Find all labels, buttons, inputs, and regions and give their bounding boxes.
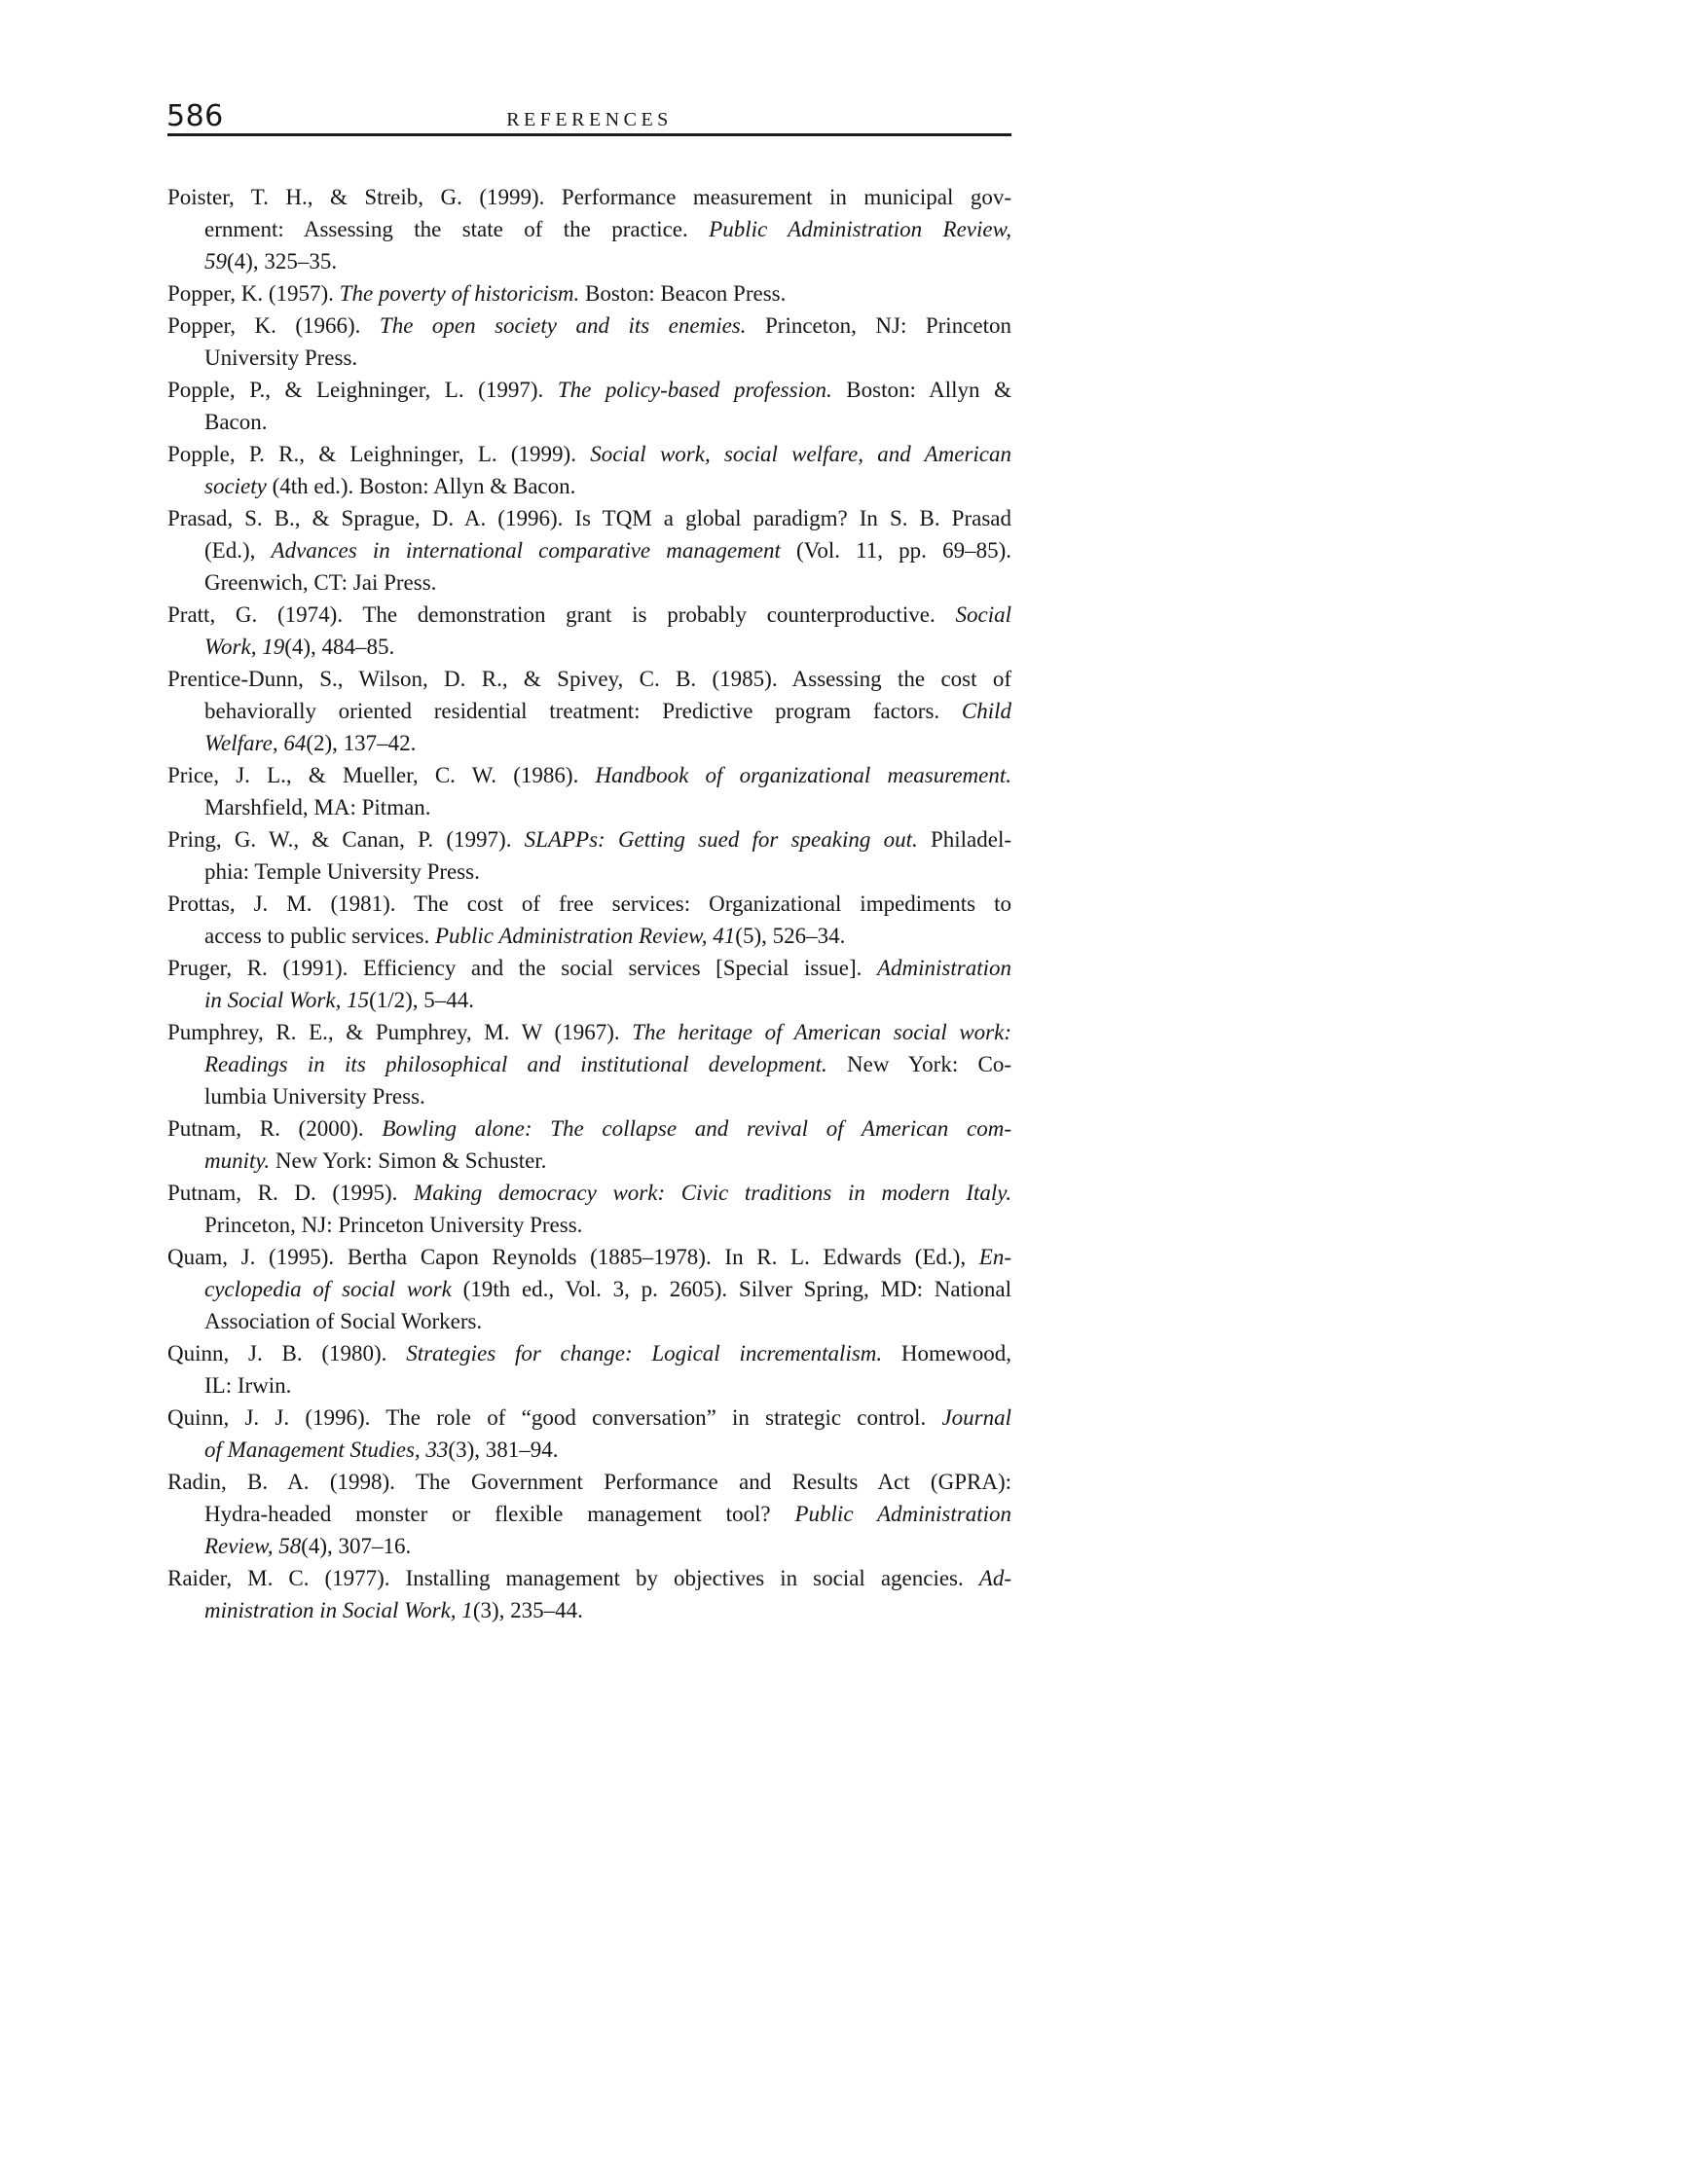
reference-line <box>167 245 1011 277</box>
reference-line <box>167 1498 1011 1530</box>
reference-text: access to public services. <box>204 924 435 948</box>
reference-text: (4), 484–85. <box>284 635 395 659</box>
reference-line <box>167 309 1011 342</box>
reference-entry <box>167 823 1011 888</box>
reference-line <box>167 727 1011 759</box>
reference-entry <box>167 277 1011 309</box>
reference-line <box>167 1305 1011 1337</box>
reference-entry <box>167 1466 1011 1562</box>
reference-text: (Vol. 11, pp. 69–85). <box>780 538 1012 563</box>
reference-line <box>167 952 1011 984</box>
reference-line <box>167 1594 1011 1626</box>
reference-italic-text: The policy-based profession. <box>557 378 832 402</box>
reference-italic-text: Making democracy work: Civic traditions in modern Italy. <box>414 1181 1011 1205</box>
reference-line <box>167 566 1011 599</box>
reference-text: phia: Temple University Press. <box>204 859 480 884</box>
reference-italic-text: Administration <box>876 956 1011 980</box>
references-list <box>167 181 1011 1626</box>
reference-line <box>167 438 1011 470</box>
reference-italic-text: Bowling alone: The collapse and revival of American com- <box>382 1116 1011 1141</box>
reference-italic-text: munity. <box>204 1148 271 1173</box>
reference-text: (4), 325–35. <box>227 249 338 273</box>
reference-italic-text: En- <box>978 1245 1011 1269</box>
reference-text: Radin, B. A. (1998). The Government Performance and Results Act (GPRA): <box>167 1470 1011 1494</box>
page-number: 586 <box>166 99 224 133</box>
reference-italic-text: Journal <box>941 1405 1011 1430</box>
reference-italic-text: in Social Work, 15 <box>204 988 370 1012</box>
reference-italic-text: Child <box>961 699 1011 723</box>
reference-italic-text: Public Administration <box>794 1502 1011 1526</box>
reference-text: behaviorally oriented residential treatment: Predictive program factors. <box>204 699 962 723</box>
reference-line <box>167 823 1011 855</box>
reference-entry <box>167 759 1011 823</box>
reference-line <box>167 695 1011 727</box>
reference-entry <box>167 952 1011 1016</box>
reference-italic-text: Readings in its philosophical and institutional development. <box>204 1052 827 1076</box>
reference-entry <box>167 1562 1011 1626</box>
reference-text: (1/2), 5–44. <box>369 988 475 1012</box>
reference-text: Quam, J. (1995). Bertha Capon Reynolds (1885–1978). In R. L. Edwards (Ed.), <box>167 1245 979 1269</box>
reference-text: Marshfield, MA: Pitman. <box>204 795 431 819</box>
reference-line <box>167 631 1011 663</box>
reference-text: (5), 526–34. <box>735 924 846 948</box>
reference-text: New York: Simon & Schuster. <box>270 1148 547 1173</box>
reference-line <box>167 1401 1011 1434</box>
reference-text: (4), 307–16. <box>301 1534 412 1558</box>
reference-text: Homewood, <box>882 1341 1011 1365</box>
reference-entry <box>167 1401 1011 1466</box>
reference-line <box>167 1112 1011 1145</box>
reference-line <box>167 984 1011 1016</box>
reference-line <box>167 920 1011 952</box>
reference-text: Prentice-Dunn, S., Wilson, D. R., & Spivey, C. B. (1985). Assessing the cost of <box>167 667 1011 691</box>
reference-text: (2), 137–42. <box>306 731 417 755</box>
reference-text: ernment: Assessing the state of the practice. <box>204 217 710 241</box>
reference-line <box>167 181 1011 213</box>
reference-text: Boston: Allyn & <box>831 378 1011 402</box>
reference-entry <box>167 888 1011 952</box>
reference-text: (3), 235–44. <box>472 1598 583 1622</box>
reference-line <box>167 534 1011 566</box>
reference-line <box>167 1177 1011 1209</box>
reference-text: Hydra-headed monster or flexible management tool? <box>204 1502 795 1526</box>
reference-italic-text: Strategies for change: Logical incrementalism. <box>406 1341 883 1365</box>
reference-text: Philadel- <box>917 827 1011 852</box>
reference-italic-text: The heritage of American social work: <box>632 1020 1011 1044</box>
reference-line <box>167 1434 1011 1466</box>
reference-text: Putnam, R. (2000). <box>167 1116 383 1141</box>
reference-italic-text: Public Administration Review, 41 <box>434 924 736 948</box>
reference-italic-text: Welfare, 64 <box>204 731 307 755</box>
reference-text: (3), 381–94. <box>448 1438 559 1462</box>
reference-italic-text: of Management Studies, 33 <box>204 1438 449 1462</box>
reference-line <box>167 1369 1011 1401</box>
reference-text: Pring, G. W., & Canan, P. (1997). <box>167 827 525 852</box>
reference-text: Prasad, S. B., & Sprague, D. A. (1996). Is TQM a global paradigm? In S. B. Prasad <box>167 506 1011 530</box>
reference-line <box>167 406 1011 438</box>
reference-text: (4th ed.). Boston: Allyn & Bacon. <box>266 474 576 498</box>
reference-line <box>167 502 1011 534</box>
reference-entry <box>167 181 1011 277</box>
reference-text: New York: Co- <box>826 1052 1011 1076</box>
reference-line <box>167 1337 1011 1369</box>
reference-italic-text: The poverty of historicism. <box>339 281 580 306</box>
reference-text: Pruger, R. (1991). Efficiency and the social services [Special issue]. <box>167 956 877 980</box>
reference-italic-text: Advances in international comparative management <box>271 538 781 563</box>
reference-entry <box>167 1177 1011 1241</box>
reference-entry <box>167 1112 1011 1177</box>
reference-line <box>167 1145 1011 1177</box>
reference-text: Greenwich, CT: Jai Press. <box>204 570 437 595</box>
reference-italic-text: Social <box>955 602 1011 627</box>
reference-italic-text: society <box>204 474 267 498</box>
reference-entry <box>167 438 1011 502</box>
reference-text: Princeton, NJ: Princeton <box>746 313 1011 338</box>
reference-text: Quinn, J. J. (1996). The role of “good conversation” in strategic control. <box>167 1405 942 1430</box>
reference-entry <box>167 309 1011 374</box>
reference-line <box>167 759 1011 791</box>
reference-italic-text: ministration in Social Work, 1 <box>204 1598 473 1622</box>
reference-text: Boston: Beacon Press. <box>579 281 787 306</box>
reference-entry <box>167 1241 1011 1337</box>
reference-italic-text: Handbook of organizational measurement. <box>595 763 1011 787</box>
reference-text: Popper, K. (1966). <box>167 313 380 338</box>
reference-line <box>167 1530 1011 1562</box>
reference-text: Quinn, J. B. (1980). <box>167 1341 407 1365</box>
running-head: REFERENCES <box>506 109 673 130</box>
reference-line <box>167 1048 1011 1080</box>
reference-italic-text: Social work, social welfare, and American <box>590 442 1011 466</box>
reference-line <box>167 599 1011 631</box>
reference-line <box>167 277 1011 309</box>
reference-text: Popple, P. R., & Leighninger, L. (1999). <box>167 442 591 466</box>
reference-text: (19th ed., Vol. 3, p. 2605). Silver Spring, MD: National <box>451 1277 1011 1301</box>
reference-italic-text: Review, 58 <box>204 1534 302 1558</box>
reference-line <box>167 663 1011 695</box>
reference-line <box>167 1466 1011 1498</box>
reference-line <box>167 855 1011 888</box>
reference-italic-text: Work, 19 <box>204 635 285 659</box>
reference-text: Raider, M. C. (1977). Installing management by objectives in social agencies. <box>167 1566 979 1590</box>
reference-line <box>167 791 1011 823</box>
reference-entry <box>167 663 1011 759</box>
reference-italic-text: Public Administration Review, <box>709 217 1011 241</box>
reference-text: (Ed.), <box>204 538 272 563</box>
reference-text: IL: Irwin. <box>204 1373 292 1398</box>
reference-text: Poister, T. H., & Streib, G. (1999). Performance measurement in municipal gov- <box>167 185 1011 209</box>
reference-entry <box>167 599 1011 663</box>
reference-line <box>167 213 1011 245</box>
reference-text: Prottas, J. M. (1981). The cost of free services: Organizational impediments to <box>167 892 1011 916</box>
reference-line <box>167 1080 1011 1112</box>
reference-text: Pratt, G. (1974). The demonstration grant is probably counterproductive. <box>167 602 956 627</box>
reference-line <box>167 470 1011 502</box>
reference-text: lumbia University Press. <box>204 1084 425 1109</box>
reference-text: Princeton, NJ: Princeton University Press. <box>204 1213 583 1237</box>
reference-text: Popper, K. (1957). <box>167 281 340 306</box>
reference-italic-text: The open society and its enemies. <box>379 313 747 338</box>
reference-text: Association of Social Workers. <box>204 1309 483 1333</box>
header-rule <box>167 133 1011 136</box>
reference-text: Pumphrey, R. E., & Pumphrey, M. W (1967). <box>167 1020 633 1044</box>
reference-text: Popple, P., & Leighninger, L. (1997). <box>167 378 558 402</box>
reference-line <box>167 374 1011 406</box>
reference-italic-text: SLAPPs: Getting sued for speaking out. <box>524 827 918 852</box>
reference-text: Bacon. <box>204 410 268 434</box>
reference-entry <box>167 1337 1011 1401</box>
reference-italic-text: Ad- <box>978 1566 1011 1590</box>
reference-entry <box>167 1016 1011 1112</box>
reference-text: University Press. <box>204 346 358 370</box>
reference-line <box>167 1241 1011 1273</box>
reference-line <box>167 1273 1011 1305</box>
reference-text: Price, J. L., & Mueller, C. W. (1986). <box>167 763 596 787</box>
reference-text: Putnam, R. D. (1995). <box>167 1181 415 1205</box>
reference-line <box>167 1562 1011 1594</box>
reference-italic-text: cyclopedia of social work <box>204 1277 452 1301</box>
reference-line <box>167 1016 1011 1048</box>
reference-line <box>167 342 1011 374</box>
reference-italic-text: 59 <box>204 249 227 273</box>
reference-line <box>167 1209 1011 1241</box>
reference-line <box>167 888 1011 920</box>
reference-entry <box>167 374 1011 438</box>
reference-entry <box>167 502 1011 599</box>
